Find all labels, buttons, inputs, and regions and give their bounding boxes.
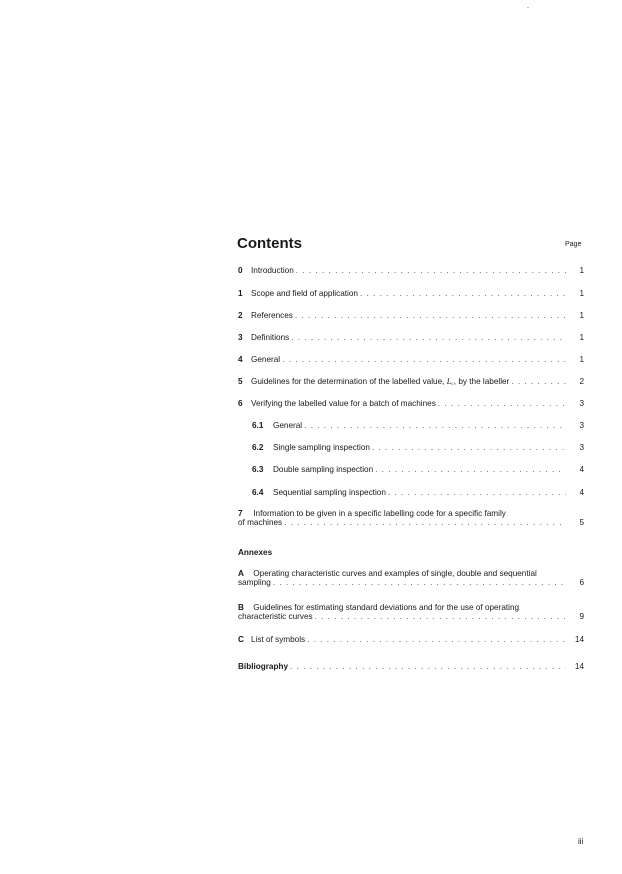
entry-label: Guidelines for the determination of the labelled value, Lc, by the labeller bbox=[251, 377, 510, 387]
toc-entry[interactable] bbox=[238, 311, 584, 320]
toc-subentry[interactable] bbox=[252, 488, 584, 497]
annexes-heading: Annexes bbox=[238, 548, 273, 557]
entry-page: 1 bbox=[579, 355, 584, 364]
annex-letter: A bbox=[238, 569, 244, 578]
entry-label-line1: Information to be given in a specific labelling code for a specific family bbox=[253, 509, 506, 518]
entry-number: 0 bbox=[238, 266, 243, 275]
entry-label-after: by the labeller bbox=[458, 377, 510, 386]
page-column-header: Page bbox=[565, 241, 582, 248]
annex-page: 6 bbox=[579, 578, 584, 587]
entry-label: General bbox=[273, 421, 303, 430]
labelled-value-symbol bbox=[447, 377, 454, 386]
annex-page: 9 bbox=[579, 612, 584, 621]
entry-page: 3 bbox=[579, 443, 584, 452]
symbol-subscript: c bbox=[451, 381, 454, 387]
entry-number: 6 bbox=[238, 399, 243, 408]
leader-dots bbox=[284, 518, 566, 527]
entry-page: 1 bbox=[579, 311, 584, 320]
leader-dots bbox=[438, 399, 566, 408]
leader-dots bbox=[290, 662, 566, 671]
leader-dots bbox=[304, 421, 566, 430]
leader-dots bbox=[307, 635, 566, 644]
entry-label-line2: of machines bbox=[238, 518, 283, 527]
entry-label: Single sampling inspection bbox=[273, 443, 370, 452]
entry-number: 7 bbox=[238, 509, 243, 518]
entry-label-before: Guidelines for the determination of the labelled value, bbox=[251, 377, 445, 386]
toc-entry[interactable] bbox=[238, 509, 584, 527]
entry-label: Sequential sampling inspection bbox=[273, 488, 386, 497]
leader-dots bbox=[296, 266, 566, 275]
leader-dots bbox=[372, 443, 566, 452]
entry-number: 6.3 bbox=[252, 465, 264, 474]
toc-subentry[interactable] bbox=[252, 443, 584, 452]
annex-label-line1: Guidelines for estimating standard deviations and for the use of operating bbox=[253, 603, 520, 612]
leader-dots bbox=[273, 578, 566, 587]
entry-page: 1 bbox=[579, 333, 584, 342]
entry-page: 4 bbox=[579, 488, 584, 497]
bibliography-entry[interactable] bbox=[238, 662, 584, 671]
entry-page: 3 bbox=[579, 399, 584, 408]
annex-entry[interactable] bbox=[238, 603, 584, 621]
annex-letter: B bbox=[238, 603, 244, 612]
toc-entry[interactable] bbox=[238, 333, 584, 342]
symbol-letter: L bbox=[446, 377, 452, 386]
toc-subentry[interactable] bbox=[252, 465, 584, 474]
entry-number: 5 bbox=[238, 377, 243, 386]
annex-page: 14 bbox=[574, 635, 584, 644]
annex-label-line2: sampling bbox=[238, 578, 271, 587]
entry-label: Definitions bbox=[251, 333, 290, 342]
leader-dots bbox=[315, 612, 566, 621]
bibliography-page: 14 bbox=[574, 662, 584, 671]
page-number: iii bbox=[578, 837, 584, 846]
bibliography-label: Bibliography bbox=[238, 662, 289, 671]
entry-number: 6.1 bbox=[252, 421, 264, 430]
annex-label-line2: characteristic curves bbox=[238, 612, 313, 621]
annex-letter: C bbox=[238, 635, 244, 644]
entry-page: 4 bbox=[579, 465, 584, 474]
toc-entry[interactable] bbox=[238, 289, 584, 298]
entry-number: 4 bbox=[238, 355, 243, 364]
entry-page: 5 bbox=[579, 518, 584, 527]
entry-number: 2 bbox=[238, 311, 243, 320]
entry-label: Double sampling inspection bbox=[273, 465, 374, 474]
entry-number: 6.4 bbox=[252, 488, 264, 497]
entry-label: General bbox=[251, 355, 281, 364]
toc-entry[interactable] bbox=[238, 399, 584, 408]
annex-entry[interactable] bbox=[238, 569, 584, 587]
leader-dots bbox=[360, 289, 566, 298]
entry-page: 1 bbox=[579, 289, 584, 298]
leader-dots bbox=[388, 488, 566, 497]
annex-label: List of symbols bbox=[251, 635, 306, 644]
entry-label: References bbox=[251, 311, 293, 320]
entry-page: 1 bbox=[579, 266, 584, 275]
toc-entry[interactable] bbox=[238, 377, 584, 387]
entry-page: 2 bbox=[579, 377, 584, 386]
scan-speck bbox=[527, 7, 529, 8]
leader-dots bbox=[291, 333, 566, 342]
leader-dots bbox=[295, 311, 566, 320]
annex-entry[interactable] bbox=[238, 635, 584, 644]
entry-number: 1 bbox=[238, 289, 243, 298]
entry-number: 6.2 bbox=[252, 443, 264, 452]
entry-label: Scope and field of application bbox=[251, 289, 358, 298]
toc-entry[interactable] bbox=[238, 355, 584, 364]
leader-dots bbox=[511, 377, 566, 386]
annex-label-line1: Operating characteristic curves and examples of single, double and sequential bbox=[253, 569, 537, 578]
toc-entry[interactable] bbox=[238, 266, 584, 275]
leader-dots bbox=[282, 355, 566, 364]
entry-page: 3 bbox=[579, 421, 584, 430]
entry-number: 3 bbox=[238, 333, 243, 342]
toc-subentry[interactable] bbox=[252, 421, 584, 430]
contents-title: Contents bbox=[237, 235, 302, 252]
entry-label: Introduction bbox=[251, 266, 294, 275]
leader-dots bbox=[375, 465, 566, 474]
entry-label: Verifying the labelled value for a batch of machines bbox=[251, 399, 436, 408]
